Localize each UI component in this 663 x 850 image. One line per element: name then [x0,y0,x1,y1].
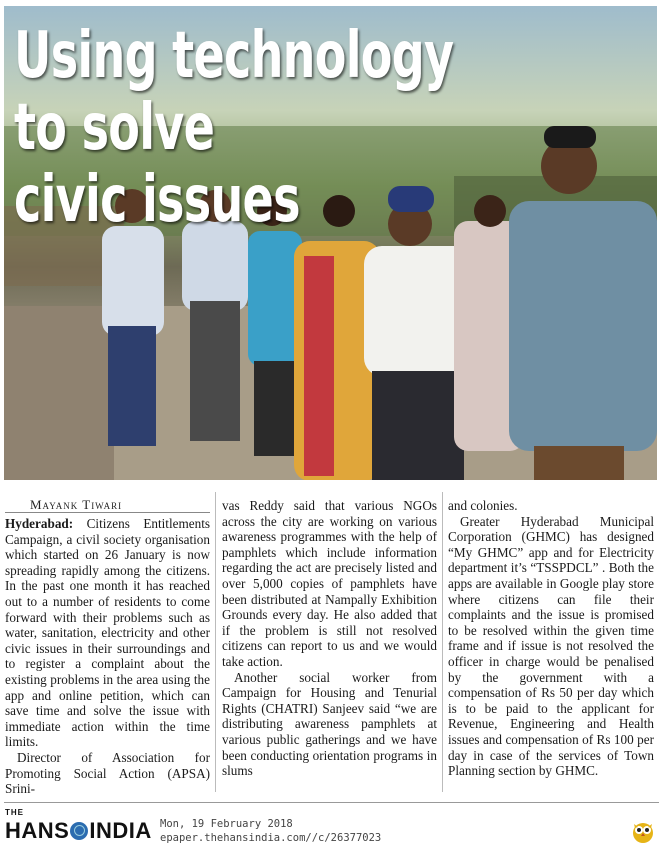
logo-word-hans: HANS [5,818,70,843]
paragraph: Director of Association for Promoting Social Action (APSA) Srini- [5,749,210,797]
paragraph: and colonies. [448,498,518,513]
paragraph [5,516,210,750]
dateline: Hyderabad: [5,516,74,531]
byline: Mayank Tiwari [30,497,123,512]
headline: Using technology to solve civic issues [14,19,454,237]
globe-icon [70,822,88,840]
column-divider [442,492,443,792]
edition-date: Mon, 19 February 2018 [160,818,293,830]
article-column-2 [222,498,437,779]
news-photo [4,6,657,480]
article-column-3 [448,498,654,779]
logo-word-india: INDIA [89,818,152,843]
paragraph: Another social worker from Campaign for Housing and Tenurial Rights (CHATRI) Sanjeev said “we are distributing awareness pamphlets at various public gatherings and we have been conducting orientation programs in slums [222,669,437,779]
edition-meta [160,817,381,845]
paragraph: vas Reddy said that various NGOs across the city are working on various awareness programmes with the help of pamphlets which include information regarding the act are precisely listed and over 5,000 copies of pamphlets have been distributed at Nampally Exhibition Grounds every day. He also added that if the problem is still not resolved citizens can report to us and we would take action. [222,498,437,669]
newspaper-logo [5,808,152,844]
article-column-1 [5,516,210,797]
byline-rule [5,512,210,513]
footer-rule [4,802,659,803]
logo-the: THE [5,808,24,817]
edition-url[interactable]: epaper.thehansindia.com//c/26377023 [160,832,382,844]
owl-icon [630,818,656,844]
paragraph: Greater Hyderabad Municipal Corporation (GHMC) has designed “My GHMC” app and for Electricity department it’s “TSSPDCL” . Both the apps are available in Google play store where citizens can file their complaints and the issue is promised to be resolved within the given time frame and if issue is not resolved the officer in charge would be penalised by the government with a compensation of Rs 50 per day which is to be paid to the applicant for Revenue, Engineering and Health issues and compensation of Rs 100 per day in case of the services of Town Planning section by GHMC. [448,513,654,779]
column-divider [215,492,216,792]
paragraph-text: Citizens Entitlements Campaign, a civil society organisation which started on 26 January is now spreading rapidly among the citizens. In the past one month it has reached out to a number of residents to come forward with their problems such as water, sanitation, electricity and other civic issues in their surroundings and to register a complaint about the existing problems in the area using the app and online petition, which can save time and solve the issue with immediate action within the time limits. [5,516,210,750]
